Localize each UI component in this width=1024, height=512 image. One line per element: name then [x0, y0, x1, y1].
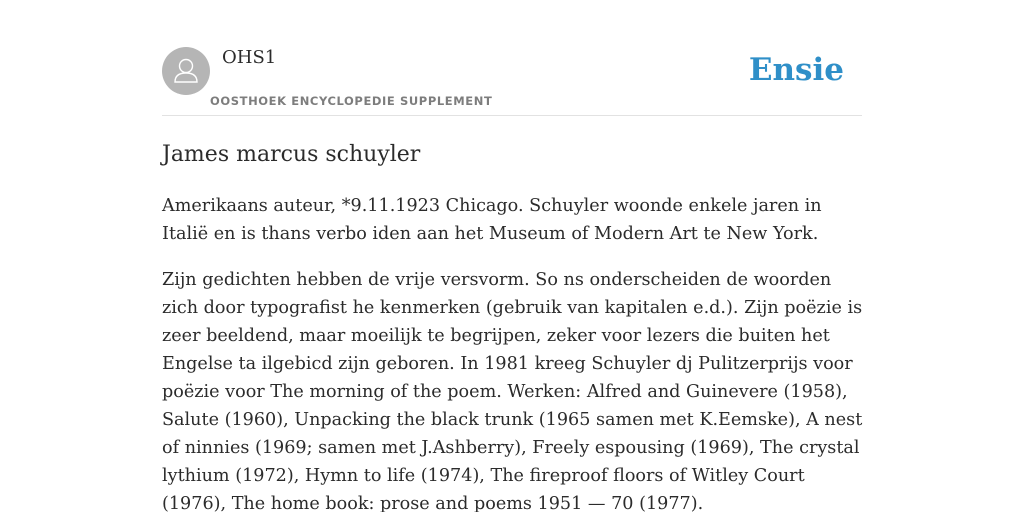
author-name[interactable]: OHS1	[222, 47, 277, 68]
header	[162, 0, 862, 116]
article-paragraph: Amerikaans auteur, *9.11.1923 Chicago. Schuyler woonde enkele jaren in Italië en is thans verbo iden aan het Museum of Modern Art te New York.	[162, 196, 822, 244]
brand-logo[interactable]: Ensie	[748, 52, 844, 88]
avatar[interactable]	[162, 47, 210, 95]
page	[162, 0, 862, 512]
article-title: James marcus schuyler	[162, 142, 421, 167]
article-paragraph: Zijn gedichten hebben de vrije versvorm. So ns onderscheiden de woorden zich door typografist he kenmerken (gebruik van kapitalen e.d.). Zijn poëzie is zeer beeldend, maar moeilijk te begrijpen, zeker voor lezers die buiten het Engelse ta ilgebicd zijn geboren. In 1981 kreeg Schuyler dj Pulitzerprijs voor poëzie voor The morning of the poem. Werken: Alfred and Guinevere (1958), Salute (1960), Unpacking the black trunk (1965 samen met K.Eemske), A nest of ninnies (1969; samen met J.Ashberry), Freely espousing (1969), The crystal lythium (1972), Hymn to life (1974), The fireproof floors of Witley Court (1976), The home book: prose and poems 1951 — 70 (1977).	[162, 270, 863, 512]
user-icon	[162, 47, 210, 95]
article-body	[162, 192, 866, 512]
source-label[interactable]: OOSTHOEK ENCYCLOPEDIE SUPPLEMENT	[210, 94, 493, 108]
